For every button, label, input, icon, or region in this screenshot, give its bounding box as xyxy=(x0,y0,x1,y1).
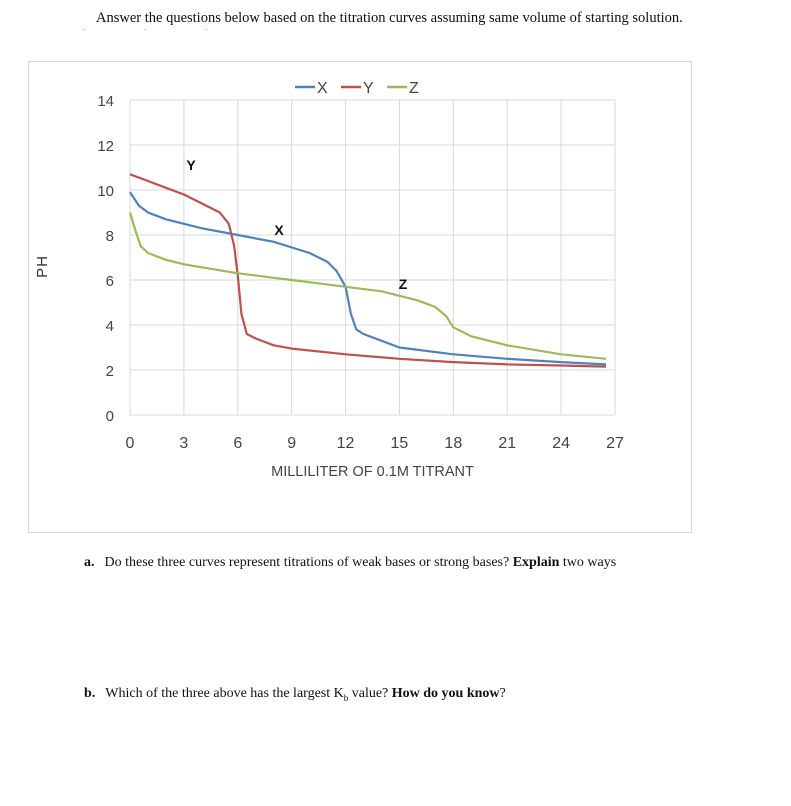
y-tick-label: 14 xyxy=(97,93,114,110)
x-tick-label: 18 xyxy=(444,435,463,452)
y-tick-label: 0 xyxy=(105,408,114,425)
chart-frame xyxy=(28,61,692,533)
y-tick-label: 8 xyxy=(105,228,114,245)
decorative-dots: ˙˙˙ xyxy=(82,28,266,39)
question-a-after: two ways xyxy=(559,555,617,570)
question-a-bold: Explain xyxy=(512,555,560,570)
y-tick-label: 6 xyxy=(105,273,114,290)
question-b-bold: How do you know xyxy=(391,686,500,701)
curve-annotation: Z xyxy=(398,276,408,292)
question-b-after: ? xyxy=(499,686,506,701)
question-b xyxy=(84,686,506,703)
curve-annotation: X xyxy=(274,222,284,238)
x-tick-label: 27 xyxy=(606,435,624,452)
curve-annotation: Y xyxy=(186,156,196,173)
y-axis-label: PH xyxy=(33,255,51,278)
x-axis-label: MILLILITER OF 0.1M TITRANT xyxy=(271,464,474,480)
y-tick-label: 2 xyxy=(105,363,114,380)
legend-label-z: Z xyxy=(409,80,419,97)
x-tick-label: 0 xyxy=(125,435,135,452)
x-tick-label: 21 xyxy=(498,435,517,452)
question-b-sub: b xyxy=(343,692,349,703)
question-b-text: Which of the three above has the largest K xyxy=(105,686,344,701)
x-tick-label: 12 xyxy=(336,435,355,452)
legend-label-x: X xyxy=(317,80,328,97)
question-b-text2: value? xyxy=(348,686,392,701)
x-tick-label: 24 xyxy=(552,435,571,452)
x-tick-label: 3 xyxy=(179,435,189,452)
x-tick-label: 9 xyxy=(287,435,297,452)
question-a xyxy=(84,555,616,571)
x-tick-label: 6 xyxy=(233,435,243,452)
intro-text: Answer the questions below based on the titration curves assuming same volume of starting solution. xyxy=(96,10,683,26)
x-tick-label: 15 xyxy=(390,435,409,452)
question-a-text: Do these three curves represent titrations of weak bases or strong bases? xyxy=(104,555,510,570)
y-tick-label: 12 xyxy=(97,138,114,155)
legend-label-y: Y xyxy=(363,80,374,97)
question-a-letter: a. xyxy=(84,555,95,570)
y-tick-label: 10 xyxy=(97,183,114,200)
question-b-letter: b. xyxy=(84,686,96,701)
y-tick-label: 4 xyxy=(105,318,114,335)
